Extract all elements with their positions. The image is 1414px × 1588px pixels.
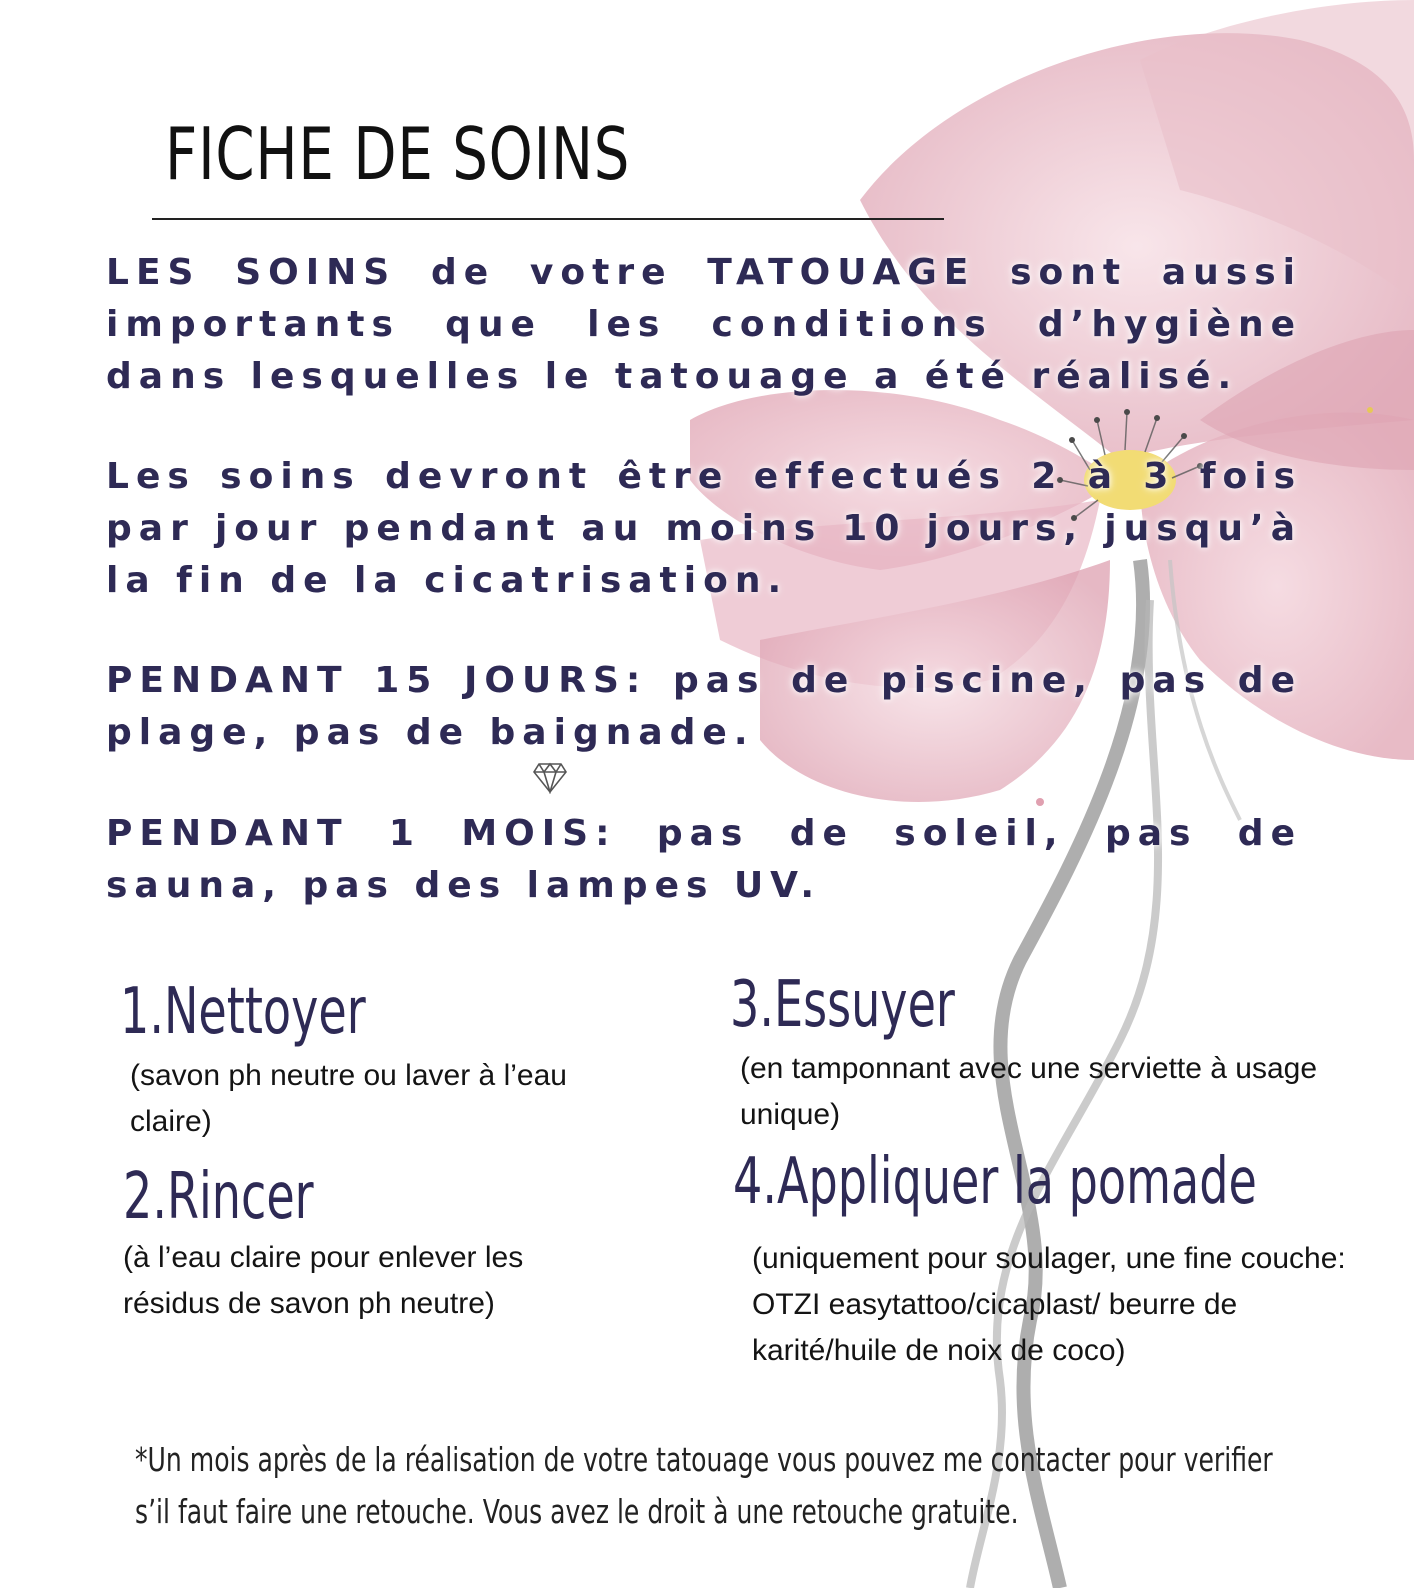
step-4-description: (uniquement pour soulager, une fine couche: OTZI easytattoo/cicaplast/ beurre de karité/huile de noix de coco) xyxy=(752,1242,1346,1367)
fifteen-days-paragraph: PENDANT 15 JOURS: pas de piscine, pas de plage, pas de baignade. xyxy=(106,660,1302,753)
step-3-title: 3.Essuyer xyxy=(730,968,955,1042)
step-2-description: (à l’eau claire pour enlever les résidus de savon ph neutre) xyxy=(123,1241,524,1320)
footnote: *Un mois après de la réalisation de votre tatouage vous pouvez me contacter pour verifier s’il faut faire une retouche. Vous avez le droit à une retouche gratuite. xyxy=(135,1440,1273,1531)
step-2-title: 2.Rincer xyxy=(123,1160,314,1234)
frequency-paragraph: Les soins devront être effectués 2 à 3 fois par jour pendant au moins 10 jours, jusqu’à la fin de la cicatrisation. xyxy=(106,456,1302,601)
page-title: FICHE DE SOINS xyxy=(165,112,631,196)
step-3-description: (en tamponnant avec une serviette à usage unique) xyxy=(740,1052,1318,1131)
intro-paragraph: LES SOINS de votre TATOUAGE sont aussi importants que les conditions d’hygiène dans lesquelles le tatouage a été réalisé. xyxy=(106,252,1302,397)
step-1-title: 1.Nettoyer xyxy=(120,975,366,1049)
one-month-paragraph: PENDANT 1 MOIS: pas de soleil, pas de sauna, pas des lampes UV. xyxy=(106,813,1302,906)
title-underline xyxy=(152,218,944,220)
step-1-description: (savon ph neutre ou laver à l’eau claire) xyxy=(130,1059,567,1138)
diamond-icon xyxy=(533,762,567,794)
step-4-title: 4.Appliquer la pomade xyxy=(733,1145,1257,1219)
